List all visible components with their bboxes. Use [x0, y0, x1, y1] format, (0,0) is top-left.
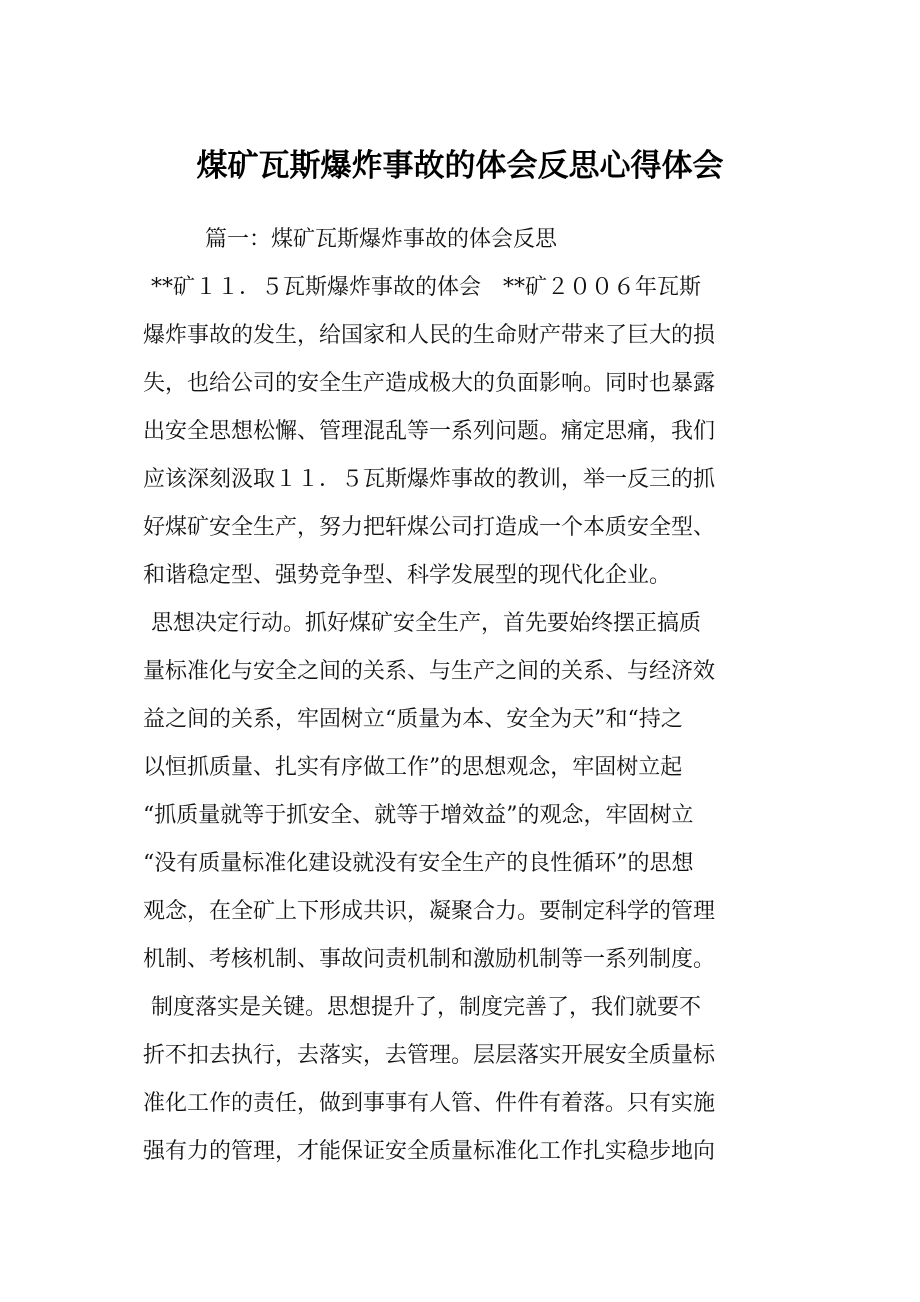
paragraph-line: 制度落实是关键。思想提升了，制度完善了，我们就要不	[151, 995, 702, 1020]
paragraph-line: 失，也给公司的安全生产造成极大的负面影响。同时也暴露	[143, 371, 716, 396]
paragraph-line: “抓质量就等于抓安全、就等于增效益”的观念，牢固树立	[143, 803, 694, 828]
paragraph-line: 机制、考核机制、事故问责机制和激励机制等一系列制度。	[143, 947, 716, 972]
paragraph-line: 出安全思想松懈、管理混乱等一系列问题。痛定思痛，我们	[143, 419, 716, 444]
paragraph-line: 量标准化与安全之间的关系、与生产之间的关系、与经济效	[143, 659, 716, 684]
paragraph-line: 和谐稳定型、强势竞争型、科学发展型的现代化企业。	[143, 563, 672, 588]
subtitle-line: 篇一：煤矿瓦斯爆炸事故的体会反思	[205, 227, 558, 252]
paragraph-line: 强有力的管理，才能保证安全质量标准化工作扎实稳步地向	[143, 1139, 716, 1164]
document-body	[143, 216, 793, 1176]
paragraph-line: **矿１１．５瓦斯爆炸事故的体会 **矿２００６年瓦斯	[151, 275, 702, 300]
paragraph-line: 应该深刻汲取１１．５瓦斯爆炸事故的教训，举一反三的抓	[143, 467, 716, 492]
paragraph-line: 准化工作的责任，做到事事有人管、件件有着落。只有实施	[143, 1091, 716, 1116]
document-title: 煤矿瓦斯爆炸事故的体会反思心得体会	[196, 148, 724, 184]
paragraph-line: 观念，在全矿上下形成共识，凝聚合力。要制定科学的管理	[143, 899, 716, 924]
paragraph-line: 以恒抓质量、扎实有序做工作”的思想观念，牢固树立起	[143, 755, 683, 780]
paragraph-line: 爆炸事故的发生，给国家和人民的生命财产带来了巨大的损	[143, 323, 716, 348]
paragraph-line: 益之间的关系，牢固树立“质量为本、安全为天”和“持之	[143, 707, 683, 732]
paragraph-line: 思想决定行动。抓好煤矿安全生产，首先要始终摆正搞质	[151, 611, 702, 636]
paragraph-line: “没有质量标准化建设就没有安全生产的良性循环”的思想	[143, 851, 694, 876]
paragraph-line: 折不扣去执行，去落实，去管理。层层落实开展安全质量标	[143, 1043, 716, 1068]
paragraph-line: 好煤矿安全生产，努力把轩煤公司打造成一个本质安全型、	[143, 515, 716, 540]
